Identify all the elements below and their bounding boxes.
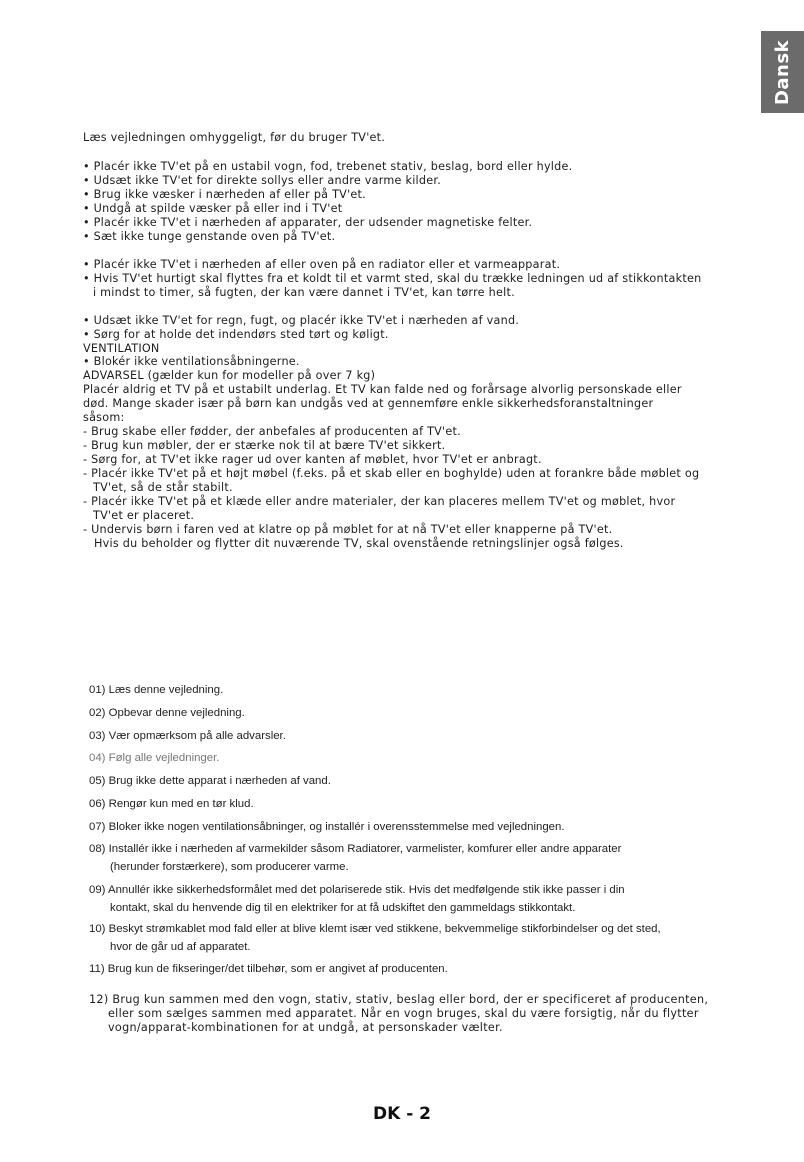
numbered-item: 04) Følg alle vejledninger. xyxy=(89,752,220,764)
bullet-item: • Placér ikke TV'et i nærheden af apparater, der udsender magnetiske felter. xyxy=(83,216,533,229)
bullet-item: • Udsæt ikke TV'et for direkte sollys eller andre varme kilder. xyxy=(83,174,442,187)
warning-text: såsom: xyxy=(83,411,125,424)
dash-item: - Placér ikke TV'et på et klæde eller andre materialer, der kan placeres mellem TV'et og møblet, hvor xyxy=(83,495,676,508)
bullet-item: • Placér ikke TV'et i nærheden af eller oven på en radiator eller et varmeapparat. xyxy=(83,258,561,271)
numbered-item: 12) Brug kun sammen med den vogn, stativ, stativ, beslag eller bord, der er specificeret af producenten, xyxy=(89,993,709,1006)
numbered-item: 08) Installér ikke i nærheden af varmekilder såsom Radiatorer, varmelister, komfurer eller andre apparater xyxy=(89,843,622,855)
numbered-item: 10) Beskyt strømkablet mod fald eller at blive klemt især ved stikkene, bekvemmelige stikforbindelser og det sted, xyxy=(89,923,661,935)
numbered-continuation: eller som sælges sammen med apparatet. Når en vogn bruges, skal du være forsigtig, når du flytter xyxy=(108,1007,699,1020)
page-number: DK - 2 xyxy=(372,1104,431,1124)
bullet-item: • Placér ikke TV'et på en ustabil vogn, fod, trebenet stativ, beslag, bord eller hylde. xyxy=(83,160,573,173)
numbered-item: 03) Vær opmærksom på alle advarsler. xyxy=(89,730,286,742)
intro-text: Læs vejledningen omhyggeligt, før du bruger TV'et. xyxy=(83,131,386,144)
warning-heading: ADVARSEL (gælder kun for modeller på over 7 kg) xyxy=(83,369,376,382)
numbered-item: 09) Annullér ikke sikkerhedsformålet med det polariserede stik. Hvis det medfølgende stik ikke passer i din xyxy=(89,884,625,896)
bullet-item: • Blokér ikke ventilationsåbningerne. xyxy=(83,355,300,368)
dash-item: - Brug skabe eller fødder, der anbefales af producenten af TV'et. xyxy=(83,425,461,438)
ventilation-heading: VENTILATION xyxy=(83,342,160,355)
numbered-item: 07) Bloker ikke nogen ventilationsåbninger, og installér i overensstemmelse med vejledningen. xyxy=(89,821,565,833)
bullet-item: • Udsæt ikke TV'et for regn, fugt, og placér ikke TV'et i nærheden af vand. xyxy=(83,314,520,327)
bullet-item: • Sørg for at holde det indendørs sted tørt og køligt. xyxy=(83,328,389,341)
numbered-item: 01) Læs denne vejledning. xyxy=(89,684,224,696)
numbered-continuation: (herunder forstærkere), som producerer varme. xyxy=(110,861,349,873)
bullet-item: • Sæt ikke tunge genstande oven på TV'et. xyxy=(83,230,336,243)
warning-text: død. Mange skader især på børn kan undgås ved at gennemføre enkle sikkerhedsforanstaltninger xyxy=(83,397,654,410)
numbered-continuation: kontakt, skal du henvende dig til en elektriker for at få udskiftet den gammeldags stikkontakt. xyxy=(110,902,576,914)
numbered-item: 02) Opbevar denne vejledning. xyxy=(89,707,245,719)
numbered-item: 05) Brug ikke dette apparat i nærheden af vand. xyxy=(89,775,331,787)
bullet-item: • Hvis TV'et hurtigt skal flyttes fra et koldt til et varmt sted, skal du trække ledningen ud af stikkontakten xyxy=(83,272,702,285)
warning-text: Placér aldrig et TV på et ustabilt underlag. Et TV kan falde ned og forårsage alvorlig personskade eller xyxy=(83,383,682,396)
dash-continuation: TV'et, så de står stabilt. xyxy=(93,481,233,494)
closing-note: Hvis du beholder og flytter dit nuværende TV, skal ovenstående retningslinjer også følges. xyxy=(94,537,624,550)
dash-item: - Undervis børn i faren ved at klatre op på møblet for at nå TV'et eller knapperne på TV'et. xyxy=(83,523,613,536)
bullet-item: • Brug ikke væsker i nærheden af eller på TV'et. xyxy=(83,188,366,201)
dash-item: - Brug kun møbler, der er stærke nok til at bære TV'et sikkert. xyxy=(83,439,446,452)
numbered-continuation: hvor de går ud af apparatet. xyxy=(110,941,251,953)
bullet-continuation: i mindst to timer, så fugten, der kan være dannet i TV'et, kan tørre helt. xyxy=(93,286,515,299)
dash-item: - Sørg for, at TV'et ikke rager ud over kanten af møblet, hvor TV'et er anbragt. xyxy=(83,453,542,466)
numbered-item: 06) Rengør kun med en tør klud. xyxy=(89,798,254,810)
numbered-continuation: vogn/apparat-kombinationen for at undgå, at personskader vælter. xyxy=(108,1021,503,1034)
bullet-item: • Undgå at spilde væsker på eller ind i TV'et xyxy=(83,202,343,215)
dash-item: - Placér ikke TV'et på et højt møbel (f.eks. på et skab eller en boghylde) uden at forankre både møblet og xyxy=(83,467,700,480)
dash-continuation: TV'et er placeret. xyxy=(93,509,195,522)
language-tab-label: Dansk xyxy=(772,39,793,105)
numbered-item: 11) Brug kun de fikseringer/det tilbehør, som er angivet af producenten. xyxy=(89,963,448,975)
language-tab xyxy=(761,31,804,113)
